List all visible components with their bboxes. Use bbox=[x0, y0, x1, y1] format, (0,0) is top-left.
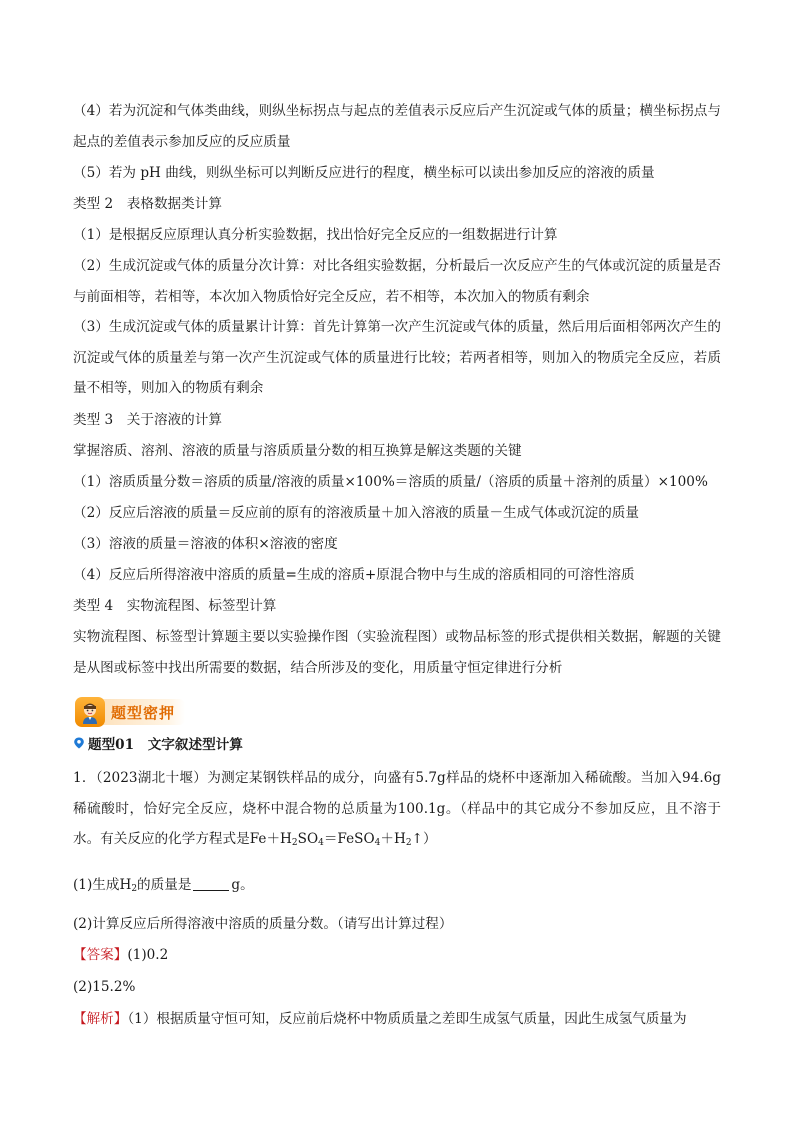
paragraph-solution-intro: 掌握溶质、溶剂、溶液的质量与溶质质量分数的相互换算是解这类题的关键 bbox=[73, 443, 522, 459]
paragraph-table-2: （2）生成沉淀或气体的质量分次计算：对比各组实验数据，分析最后一次反应产生的气体或沉淀的质量是否与前面相等，若相等，本次加入物质恰好完全反应，若不相等，本次加入的物质有剩余 bbox=[73, 258, 721, 305]
section-heading-label: 题型01 文字叙述型计算 bbox=[88, 737, 243, 753]
answer-blank bbox=[193, 889, 229, 891]
answer-line-1 bbox=[73, 940, 721, 971]
paragraph-table-1: （1）是根据反应原理认真分析实验数据，找出恰好完全反应的一组数据进行计算 bbox=[73, 227, 558, 243]
paragraph-curve-4: （4）若为沉淀和气体类曲线，则纵坐标拐点与起点的差值表示反应后产生沉淀或气体的质量；横坐标拐点与起点的差值表示参加反应的反应质量 bbox=[73, 103, 721, 150]
chemical-equation: $Fe+H_2SO_4=FeSO_4+H_2↑$） bbox=[249, 831, 437, 848]
paragraph-solution-3: （3）溶液的质量＝溶液的体积×溶液的密度 bbox=[73, 536, 338, 552]
analysis-line bbox=[73, 1004, 721, 1035]
paragraph-solution-4: （4）反应后所得溶液中溶质的质量=生成的溶质+原混合物中与生成的溶质相同的可溶性溶质 bbox=[73, 567, 635, 583]
paragraph-solution-1: （1）溶质质量分数＝溶质的质量/溶液的质量×100%＝溶质的质量/（溶质的质量＋溶剂的质量）×100% bbox=[73, 474, 708, 490]
teacher-avatar-icon bbox=[75, 697, 105, 727]
heading-type-2: 类型 2 表格数据类计算 bbox=[73, 196, 222, 212]
question-1-part-2: (2)计算反应后所得溶液中溶质的质量分数。（请写出计算过程） bbox=[73, 916, 453, 932]
paragraph-flowchart: 实物流程图、标签型计算题主要以实验操作图（实验流程图）或物品标签的形式提供相关数据，解题的关键是从图或标签中找出所需要的数据，结合所涉及的变化，用质量守恒定律进行分析 bbox=[73, 629, 721, 676]
paragraph-table-3: （3）生成沉淀或气体的质量累计计算：首先计算第一次产生沉淀或气体的质量，然后用后面相邻两次产生的沉淀或气体的质量差与第一次产生沉淀或气体的质量进行比较；若两者相等，则加入的物质完全反应，若质量不相等，则加入的物质有剩余 bbox=[73, 319, 721, 396]
answer-tag: 【答案】 bbox=[73, 947, 128, 963]
paragraph-curve-5: （5）若为 pH 曲线，则纵坐标可以判断反应进行的程度，横坐标可以读出参加反应的溶液的质量 bbox=[73, 165, 655, 181]
banner-title-box bbox=[101, 699, 185, 725]
heading-type-4: 类型 4 实物流程图、标签型计算 bbox=[73, 598, 277, 614]
heading-type-3: 类型 3 关于溶液的计算 bbox=[73, 412, 222, 428]
question-1-part-1: (1)生成$H_2$的质量是 g。 bbox=[73, 877, 254, 894]
analysis-tag: 【解析】 bbox=[73, 1011, 128, 1027]
question-1-text: 1．（2023湖北十堰）为测定某钢铁样品的成分，向盛有5.7g样品的烧杯中逐渐加入稀硫酸。当加入94.6g稀硫酸时，恰好完全反应，烧杯中混合物的总质量为100.1g。（样品中的其它成分不参加反应，且不溶于水。有关反应的化学方程式是 bbox=[73, 770, 721, 847]
section-heading-01 bbox=[73, 733, 243, 753]
section-banner bbox=[75, 697, 185, 727]
answer-2: (2)15.2% bbox=[73, 979, 136, 995]
banner-title: 题型密押 bbox=[111, 703, 176, 722]
analysis-text: （1）根据质量守恒可知，反应前后烧杯中物质质量之差即生成氢气质量，因此生成氢气质量为 bbox=[127, 1011, 687, 1027]
paragraph-solution-2: （2）反应后溶液的质量＝反应前的原有的溶液质量＋加入溶液的质量－生成气体或沉淀的质量 bbox=[73, 505, 639, 521]
answer-1: (1)0.2 bbox=[127, 947, 169, 963]
location-pin-icon bbox=[73, 737, 85, 749]
question-1-stem bbox=[73, 763, 721, 859]
